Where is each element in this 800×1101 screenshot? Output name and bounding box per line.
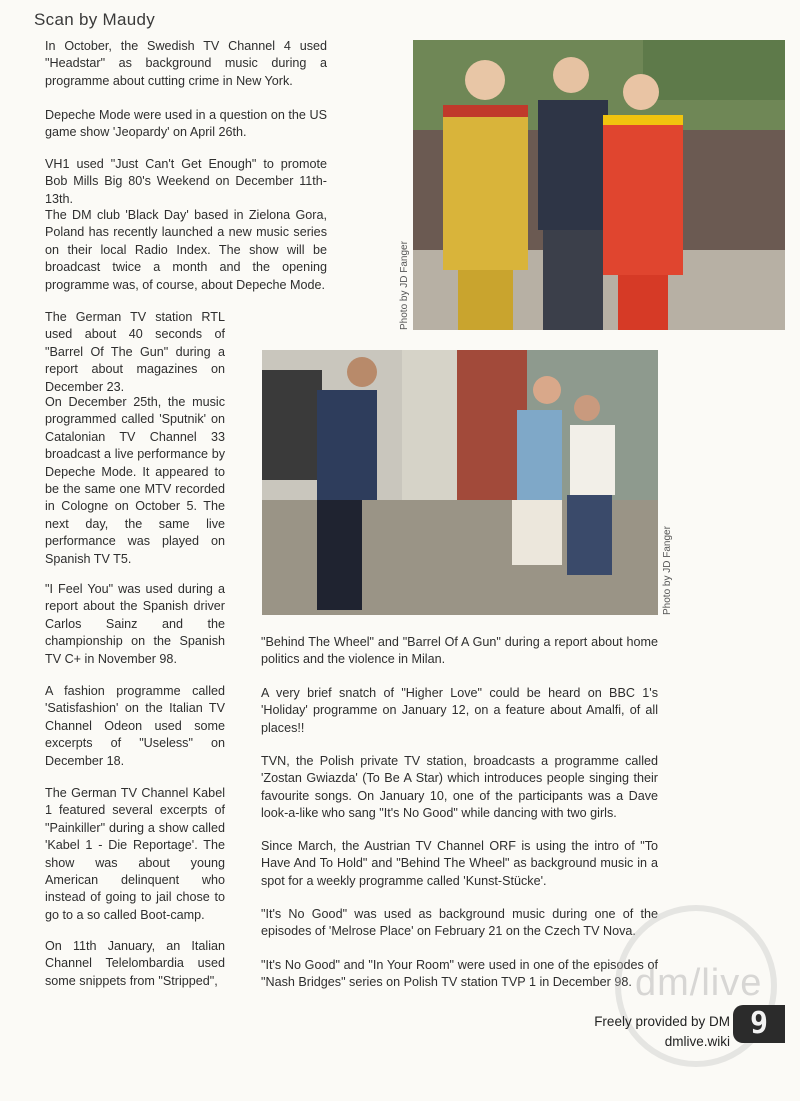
scan-credit: Scan by Maudy — [34, 10, 156, 29]
paragraph: "It's No Good" was used as background music during one of the episodes of 'Melrose Place' on February 21 on the Czech TV Nova. — [261, 907, 658, 939]
paragraph: On 11th January, an Italian Channel Telelombardia used some snippets from "Stripped", — [45, 939, 225, 988]
paragraph: Since March, the Austrian TV Channel ORF is using the intro of "To Have And To Hold" and "Behind The Wheel" as background music in a spot for a weekly programme called 'Kunst-Stücke'. — [261, 839, 658, 888]
paragraph: The DM club 'Black Day' based in Zielona Gora, Poland has recently launched a new music series on their local Radio Index. The show will be broadcast twice a month and the opening programme was, of course, about Depeche Mode. — [45, 208, 327, 292]
paragraph: Depeche Mode were used in a question on the US game show 'Jeopardy' on April 26th. — [45, 108, 327, 140]
paragraph: "It's No Good" and "In Your Room" were used in one of the episodes of "Nash Bridges" series on Polish TV station TVP 1 in December 98. — [261, 958, 658, 990]
watermark-text: dm/live — [635, 962, 763, 1004]
paragraph: TVN, the Polish private TV station, broadcasts a programme called 'Zostan Gwiazda' (To Be A Star) which introduces people singing their favourite songs. On January 10, one of the participants was a Dave look-a-like who sang "It's No Good" while dancing with two girls. — [261, 754, 658, 821]
page-number: 9 — [733, 1005, 785, 1043]
paragraph: In October, the Swedish TV Channel 4 used "Headstar" as background music during a programme about cutting crime in New York. — [45, 39, 327, 88]
paragraph: A fashion programme called 'Satisfashion' on the Italian TV Channel Odeon used some excerpts of "Useless" on December 18. — [45, 684, 225, 768]
paragraph: "Behind The Wheel" and "Barrel Of A Gun" during a report about home politics and the violence in Milan. — [261, 635, 658, 667]
photo-photo-shoot — [262, 350, 658, 615]
photo-credit: Photo by JD Fanger — [662, 526, 673, 615]
footer-line-2: dmlive.wiki — [664, 1034, 730, 1049]
footer — [594, 1012, 730, 1052]
paragraph: VH1 used "Just Can't Get Enough" to promote Bob Mills Big 80's Weekend on December 11th-13th. — [45, 157, 327, 206]
footer-line-1: Freely provided by DM — [594, 1014, 730, 1029]
paragraph: A very brief snatch of "Higher Love" could be heard on BBC 1's 'Holiday' programme on January 12, on a feature about Amalfi, of all places!! — [261, 686, 658, 735]
photo-credit: Photo by JD Fanger — [399, 241, 410, 330]
paragraph: On December 25th, the music programmed called 'Sputnik' on Catalonian TV Channel 33 broadcast a live performance by Depeche Mode. It appeared to be the same one MTV recorded in Cologne on October 5. The next day, the same live performance was played on Spanish TV T5. — [45, 395, 225, 566]
paragraph: The German TV Channel Kabel 1 featured several excerpts of "Painkiller" during a show called 'Kabel 1 - Die Reportage'. The show was about young American delinquent who instead of going to jail chose to go to a so called Boot-camp. — [45, 786, 225, 922]
photo-band-uniforms — [413, 40, 785, 330]
paragraph: "I Feel You" was used during a report about the Spanish driver Carlos Sainz and the championship on the Spanish TV C+ in November 98. — [45, 582, 225, 666]
paragraph: The German TV station RTL used about 40 seconds of "Barrel Of The Gun" during a report about magazines on December 23. — [45, 310, 225, 394]
